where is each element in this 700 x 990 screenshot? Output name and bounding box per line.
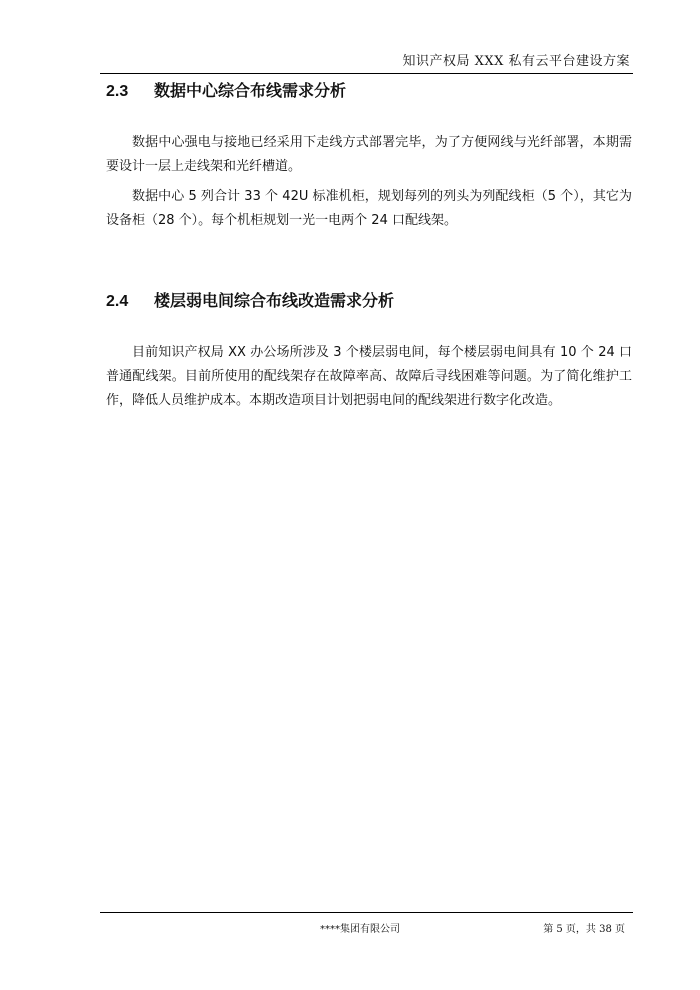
paragraph: 数据中心 5 列合计 33 个 42U 标准机柜，规划每列的列头为列配线柜（5 个），其它为设备柜（28 个）。每个机柜规划一光一电两个 24 口配线架。: [106, 189, 632, 228]
header-divider: [100, 73, 633, 74]
footer-divider: [100, 912, 633, 913]
paragraph: 数据中心强电与接地已经采用下走线方式部署完毕，为了方便网线与光纤部署，本期需要设计一层上走线架和光纤槽道。: [106, 135, 632, 174]
section-heading-2-4: [106, 288, 626, 311]
section-title: 数据中心综合布线需求分析: [154, 81, 347, 100]
page-number: 第 5 页，共 38 页: [543, 924, 625, 935]
document-header-title: 知识产权局 XXX 私有云平台建设方案: [402, 54, 630, 69]
section-number: 2.3: [106, 83, 129, 100]
section-heading-2-3: [106, 78, 626, 101]
paragraph: 目前知识产权局 XX 办公场所涉及 3 个楼层弱电间，每个楼层弱电间具有 10 个 24 口普通配线架。目前所使用的配线架存在故障率高、故障后寻线困难等问题。为了简化维护工作，降低人员维护成本。本期改造项目计划把弱电间的配线架进行数字化改造。: [106, 345, 632, 408]
section-number: 2.4: [106, 293, 129, 310]
footer-company: ****集团有限公司: [320, 924, 400, 935]
section-title: 楼层弱电间综合布线改造需求分析: [154, 291, 395, 310]
